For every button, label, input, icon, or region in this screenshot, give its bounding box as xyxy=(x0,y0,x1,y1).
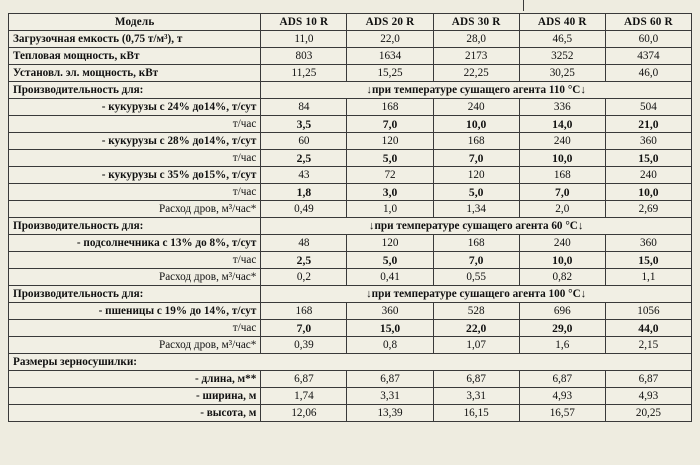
row-label: Производительность для: xyxy=(9,286,261,303)
cell-value: 60 xyxy=(261,133,347,150)
cell-value: 2,5 xyxy=(261,150,347,167)
cell-value: 168 xyxy=(519,167,605,184)
row-label: Расход дров, м³/час* xyxy=(9,269,261,286)
row-label: т/час xyxy=(9,184,261,201)
row-label: т/час xyxy=(9,116,261,133)
cell-value: 22,25 xyxy=(433,65,519,82)
cell-value: 10,0 xyxy=(605,184,691,201)
cell-value: 120 xyxy=(347,235,433,252)
table-row xyxy=(9,269,692,286)
cell-value: 48 xyxy=(261,235,347,252)
cell-value: 1,1 xyxy=(605,269,691,286)
table-row xyxy=(9,116,692,133)
row-label: Установл. эл. мощность, кВт xyxy=(9,65,261,82)
table-row xyxy=(9,354,692,371)
cell-value: 0,55 xyxy=(433,269,519,286)
cell-value: 336 xyxy=(519,99,605,116)
cell-value: 5,0 xyxy=(347,150,433,167)
cell-value: 1,74 xyxy=(261,388,347,405)
cell-value: 0,49 xyxy=(261,201,347,218)
cell-value: 20,25 xyxy=(605,405,691,422)
cell-value: 6,87 xyxy=(519,371,605,388)
table-row xyxy=(9,31,692,48)
table-row xyxy=(9,82,692,99)
cell-value: 168 xyxy=(433,133,519,150)
cell-value: 240 xyxy=(605,167,691,184)
cell-value: 10,0 xyxy=(519,150,605,167)
row-label: - кукурузы с 28% до14%, т/сут xyxy=(9,133,261,150)
cell-value: 240 xyxy=(519,133,605,150)
row-label: - кукурузы с 35% до15%, т/сут xyxy=(9,167,261,184)
cell-value: 528 xyxy=(433,303,519,320)
table-row xyxy=(9,99,692,116)
row-label: т/час xyxy=(9,320,261,337)
temperature-band: ↓при температуре сушащего агента 60 °С↓ xyxy=(261,218,692,235)
cell-value: 696 xyxy=(519,303,605,320)
cell-value: 240 xyxy=(433,99,519,116)
table-row xyxy=(9,303,692,320)
cell-value: 168 xyxy=(261,303,347,320)
table-row xyxy=(9,405,692,422)
cell-value: 22,0 xyxy=(347,31,433,48)
table-row xyxy=(9,388,692,405)
cell-value: 10,0 xyxy=(519,252,605,269)
row-label: - длина, м** xyxy=(9,371,261,388)
cell-value: 4,93 xyxy=(519,388,605,405)
temperature-band: ↓при температуре сушащего агента 100 °С↓ xyxy=(261,286,692,303)
cell-value: 43 xyxy=(261,167,347,184)
cell-value: 72 xyxy=(347,167,433,184)
cell-value: 15,25 xyxy=(347,65,433,82)
cell-value: 44,0 xyxy=(605,320,691,337)
cell-value: 240 xyxy=(519,235,605,252)
cell-value: 29,0 xyxy=(519,320,605,337)
cell-value: 4374 xyxy=(605,48,691,65)
cell-value: 2,5 xyxy=(261,252,347,269)
cell-value: 60,0 xyxy=(605,31,691,48)
header-cell-model-4: ADS 40 R xyxy=(519,14,605,31)
row-label: Расход дров, м³/час* xyxy=(9,201,261,218)
row-label: - пшеницы с 19% до 14%, т/сут xyxy=(9,303,261,320)
table-row xyxy=(9,337,692,354)
cell-value: 15,0 xyxy=(605,252,691,269)
row-label: Производительность для: xyxy=(9,218,261,235)
cell-value: 360 xyxy=(605,133,691,150)
cell-value: 1,6 xyxy=(519,337,605,354)
cell-value: 0,2 xyxy=(261,269,347,286)
cell-value: 168 xyxy=(347,99,433,116)
table-row xyxy=(9,48,692,65)
cell-value: 6,87 xyxy=(261,371,347,388)
cell-value: 2173 xyxy=(433,48,519,65)
cell-value: 14,0 xyxy=(519,116,605,133)
cell-value: 22,0 xyxy=(433,320,519,337)
cell-value: 28,0 xyxy=(433,31,519,48)
cell-value: 12,06 xyxy=(261,405,347,422)
table-header-row xyxy=(9,14,692,31)
table-row xyxy=(9,65,692,82)
cell-value: 360 xyxy=(347,303,433,320)
header-cell-model-5: ADS 60 R xyxy=(605,14,691,31)
cell-value: 2,69 xyxy=(605,201,691,218)
row-label: т/час xyxy=(9,150,261,167)
row-label: Загрузочная емкость (0,75 т/м³), т xyxy=(9,31,261,48)
cell-value: 5,0 xyxy=(433,184,519,201)
header-cell-model-2: ADS 20 R xyxy=(347,14,433,31)
row-label: - ширина, м xyxy=(9,388,261,405)
cell-value: 0,41 xyxy=(347,269,433,286)
cell-value: 1634 xyxy=(347,48,433,65)
cell-value: 4,93 xyxy=(605,388,691,405)
cell-value: 2,0 xyxy=(519,201,605,218)
cell-value: 2,15 xyxy=(605,337,691,354)
table-row xyxy=(9,201,692,218)
cell-value: 16,15 xyxy=(433,405,519,422)
cell-value: 16,57 xyxy=(519,405,605,422)
specifications-table xyxy=(8,13,692,422)
table-row xyxy=(9,218,692,235)
table-row xyxy=(9,252,692,269)
row-label: - высота, м xyxy=(9,405,261,422)
cell-value: 803 xyxy=(261,48,347,65)
cell-value: 3,0 xyxy=(347,184,433,201)
row-label: Производительность для: xyxy=(9,82,261,99)
table-row xyxy=(9,184,692,201)
cell-value: 3,5 xyxy=(261,116,347,133)
cell-value: 0,82 xyxy=(519,269,605,286)
cell-value: 360 xyxy=(605,235,691,252)
cell-value: 10,0 xyxy=(433,116,519,133)
cell-value: 504 xyxy=(605,99,691,116)
cell-value: 3,31 xyxy=(347,388,433,405)
cell-value: 30,25 xyxy=(519,65,605,82)
cell-value: 15,0 xyxy=(605,150,691,167)
cell-value: 3,31 xyxy=(433,388,519,405)
cell-value: 1056 xyxy=(605,303,691,320)
page-tick-mark xyxy=(523,0,524,11)
table-row xyxy=(9,320,692,337)
row-label: Размеры зерносушилки: xyxy=(9,354,692,371)
cell-value: 6,87 xyxy=(347,371,433,388)
cell-value: 120 xyxy=(433,167,519,184)
temperature-band: ↓при температуре сушащего агента 110 °С↓ xyxy=(261,82,692,99)
cell-value: 11,25 xyxy=(261,65,347,82)
table-row xyxy=(9,150,692,167)
cell-value: 6,87 xyxy=(605,371,691,388)
cell-value: 11,0 xyxy=(261,31,347,48)
table-row xyxy=(9,286,692,303)
cell-value: 7,0 xyxy=(261,320,347,337)
cell-value: 84 xyxy=(261,99,347,116)
table-row xyxy=(9,167,692,184)
table-row xyxy=(9,235,692,252)
cell-value: 46,5 xyxy=(519,31,605,48)
cell-value: 1,34 xyxy=(433,201,519,218)
cell-value: 7,0 xyxy=(519,184,605,201)
row-label: т/час xyxy=(9,252,261,269)
cell-value: 5,0 xyxy=(347,252,433,269)
header-cell-model: Модель xyxy=(9,14,261,31)
cell-value: 1,0 xyxy=(347,201,433,218)
cell-value: 6,87 xyxy=(433,371,519,388)
cell-value: 1,8 xyxy=(261,184,347,201)
cell-value: 168 xyxy=(433,235,519,252)
cell-value: 7,0 xyxy=(433,150,519,167)
cell-value: 15,0 xyxy=(347,320,433,337)
header-cell-model-1: ADS 10 R xyxy=(261,14,347,31)
row-label: Расход дров, м³/час* xyxy=(9,337,261,354)
cell-value: 7,0 xyxy=(433,252,519,269)
cell-value: 120 xyxy=(347,133,433,150)
cell-value: 1,07 xyxy=(433,337,519,354)
header-cell-model-3: ADS 30 R xyxy=(433,14,519,31)
cell-value: 46,0 xyxy=(605,65,691,82)
cell-value: 0,8 xyxy=(347,337,433,354)
row-label: - подсолнечника с 13% до 8%, т/сут xyxy=(9,235,261,252)
table-row xyxy=(9,371,692,388)
row-label: - кукурузы с 24% до14%, т/сут xyxy=(9,99,261,116)
cell-value: 21,0 xyxy=(605,116,691,133)
cell-value: 13,39 xyxy=(347,405,433,422)
cell-value: 0,39 xyxy=(261,337,347,354)
row-label: Тепловая мощность, кВт xyxy=(9,48,261,65)
table-row xyxy=(9,133,692,150)
cell-value: 7,0 xyxy=(347,116,433,133)
cell-value: 3252 xyxy=(519,48,605,65)
